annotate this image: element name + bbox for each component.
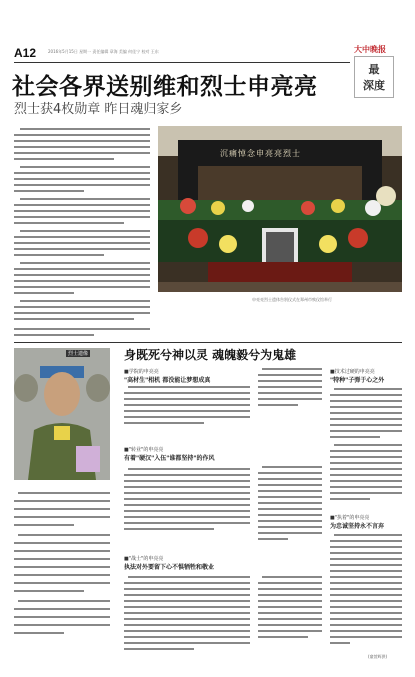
masthead-rule [14, 62, 350, 63]
subhead-2-kicker: ■"转业"的申亮亮 [124, 447, 164, 453]
subhead-2: 有着"硬汉"入伍"谁都坚持"的作风 [124, 455, 215, 462]
page-meta: 2016年5月15日 星期一 责任编辑 章海 美编 何佳宁 校对 王东 [48, 49, 159, 54]
memorial-banner: 沉痛悼念申亮亮烈士 [220, 149, 301, 158]
subhead-1-kicker: ■学院的申亮亮 [124, 369, 159, 375]
photo-caption: 申亮亮烈士遗体告别仪式在郑州市殡仪馆举行 [252, 297, 332, 302]
mid-text-3 [124, 576, 250, 656]
martyr-portrait-photo [14, 348, 110, 480]
right-subhead-1: "特种"子弹于心之外 [330, 377, 385, 384]
page-number: A12 [14, 46, 37, 60]
memorial-hall-photo [158, 126, 402, 292]
section-title: 身既死兮神以灵 魂魄毅兮为鬼雄 [124, 348, 297, 362]
lead-article-text-2 [14, 326, 150, 338]
mid-text-1 [124, 386, 250, 432]
right-subhead-1-kicker: ■技术过硬的申亮亮 [330, 369, 375, 375]
masthead-logo: 大中晚报 [354, 45, 386, 54]
martyr-portrait-illustration [14, 348, 110, 480]
section-divider [14, 342, 402, 343]
right-text-1 [330, 388, 402, 508]
subheadline: 烈士获4枚勋章 昨日魂归家乡 [14, 102, 183, 117]
subhead-3: 执法对外要留下心不惧牺牲和敬业 [124, 564, 215, 571]
right-subhead-2-kicker: ■"执着"的申亮亮 [330, 515, 370, 521]
mid-text-2 [124, 468, 250, 538]
subhead-3-kicker: ■"战士"的申亮亮 [124, 556, 164, 562]
credit-line: (童萱辉供) [368, 654, 388, 659]
mid-right-text [258, 368, 322, 658]
right-subhead-2: 为忠诚坚持永不言弃 [330, 523, 385, 530]
side-text [14, 492, 110, 652]
badge-line2: 深度 [363, 80, 385, 92]
right-text-2 [330, 534, 402, 654]
badge-line1: 最 [368, 64, 380, 76]
subhead-1: "高材生"相机 都没能让梦想成真 [124, 377, 211, 384]
portrait-label: 烈士遗像 [68, 351, 89, 357]
depth-badge [354, 56, 394, 98]
lead-article-text [14, 124, 150, 324]
headline: 社会各界送别维和烈士申亮亮 [12, 74, 318, 100]
